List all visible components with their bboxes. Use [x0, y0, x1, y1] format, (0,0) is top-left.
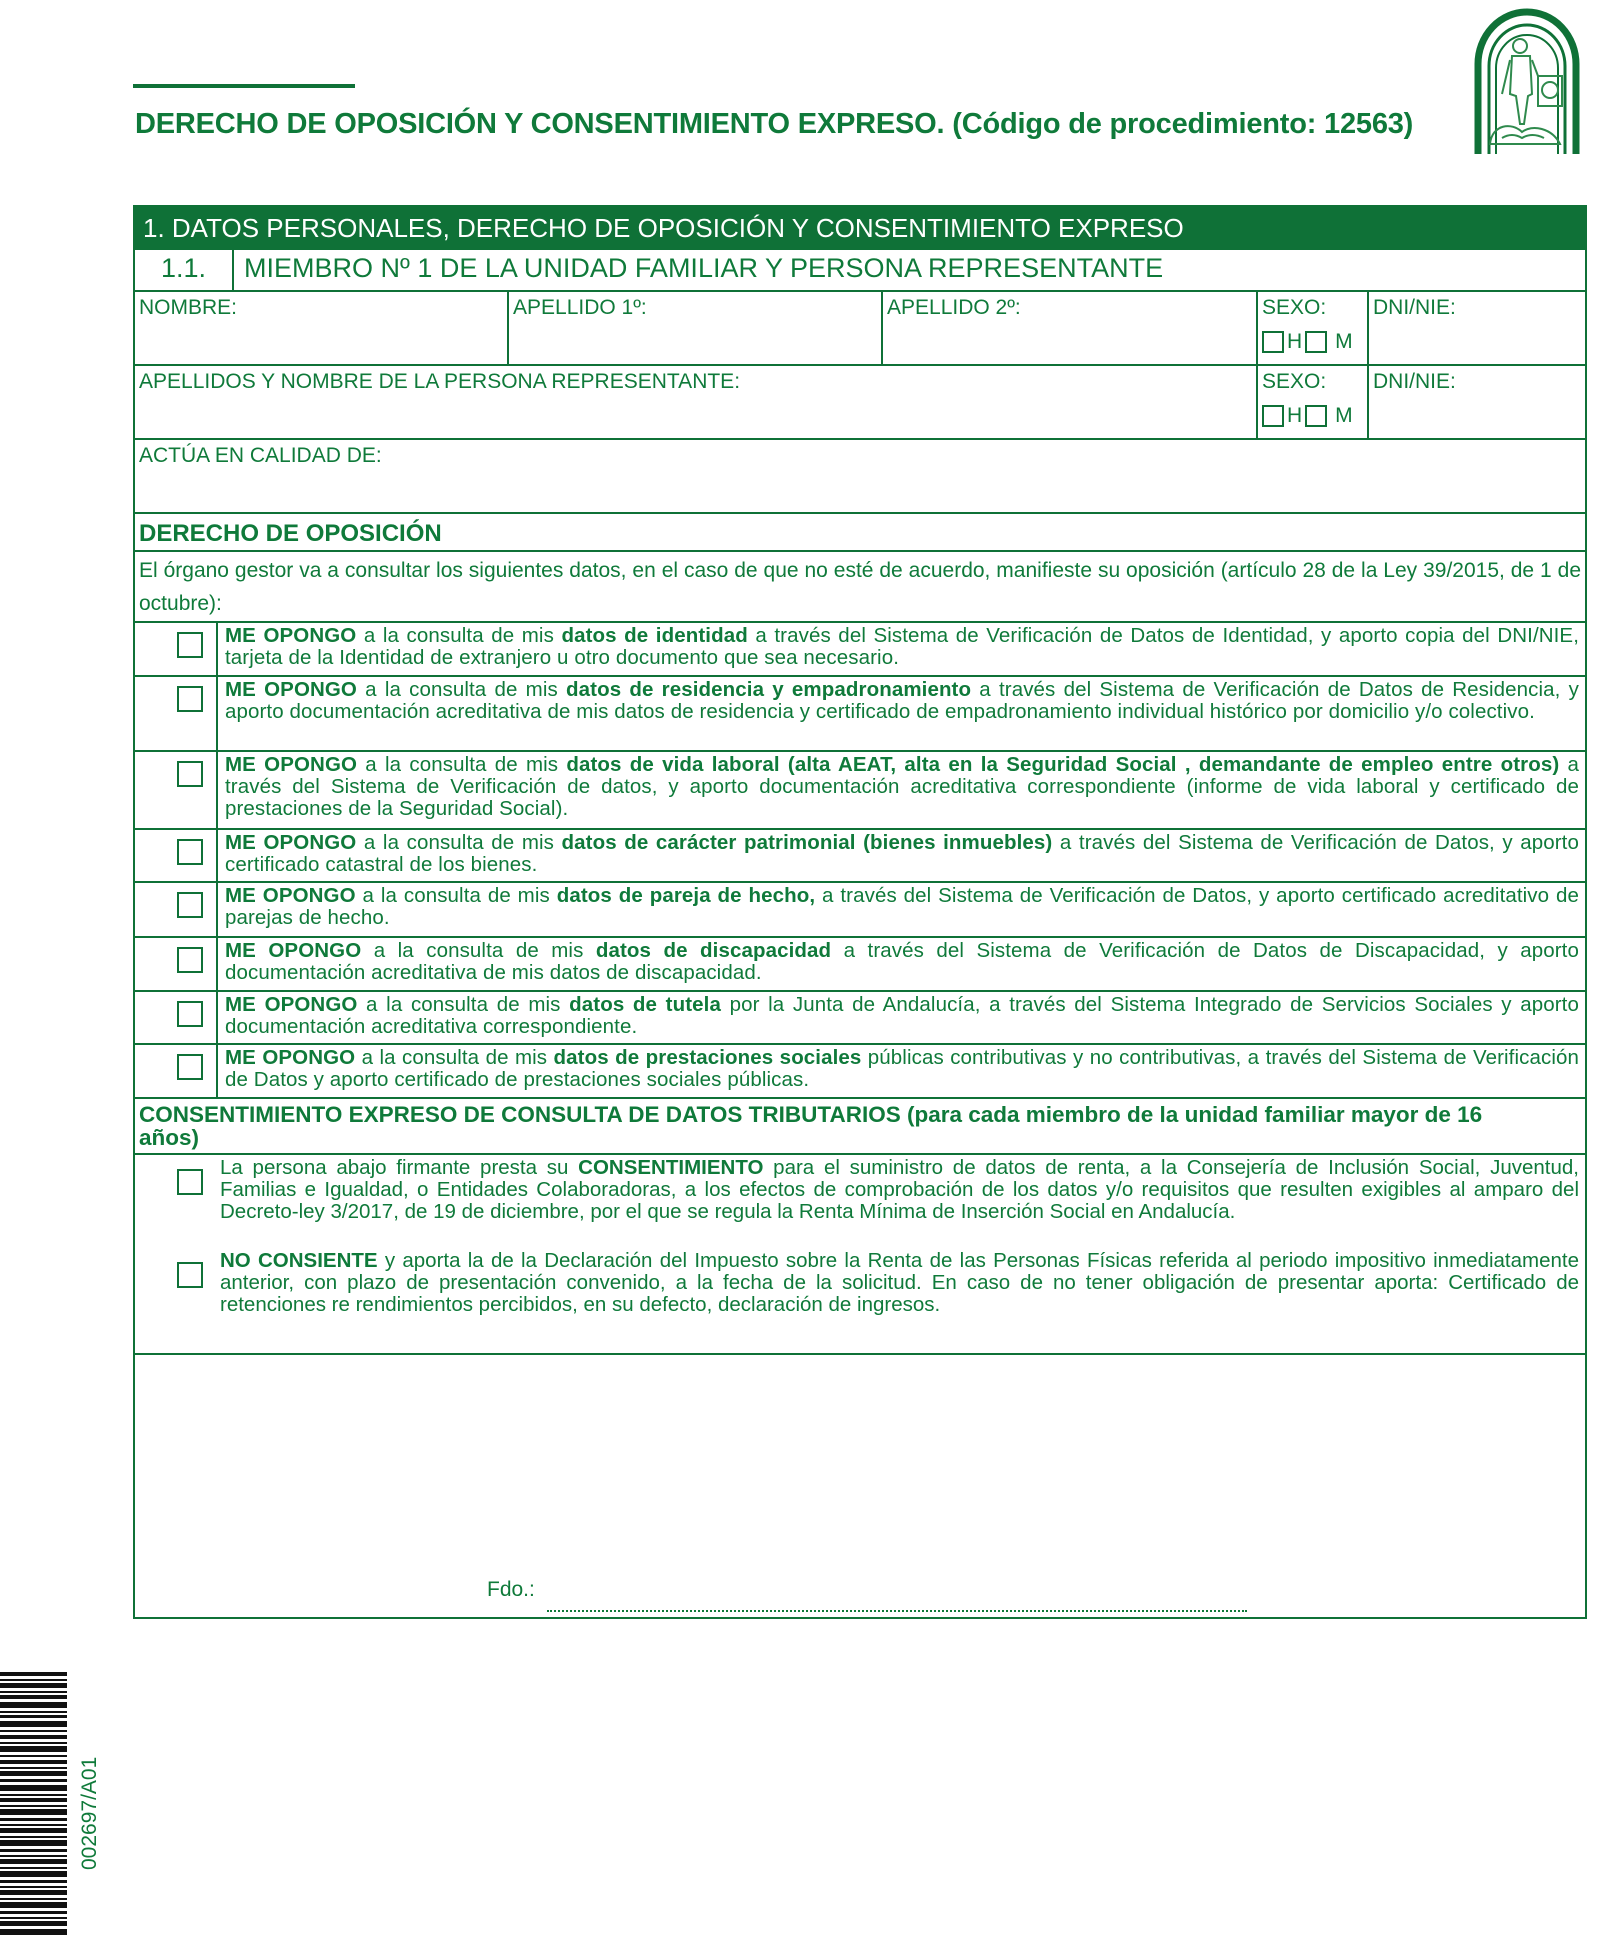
- subsection-number: 1.1.: [160, 253, 207, 283]
- dni-rep-field[interactable]: [1367, 366, 1585, 438]
- header-rule: [133, 84, 355, 88]
- oposicion-checkbox[interactable]: [177, 1054, 203, 1080]
- representante-field[interactable]: [135, 366, 1256, 438]
- sexo-m-label: M: [1335, 330, 1353, 354]
- apellido1-label: APELLIDO 1º:: [513, 296, 647, 319]
- item-text: a la consulta de mis: [356, 831, 562, 854]
- oposicion-checkbox[interactable]: [177, 686, 203, 712]
- representative-row: [135, 364, 1585, 438]
- item-bold-text: datos de discapacidad: [595, 939, 832, 962]
- oposicion-checkbox[interactable]: [177, 761, 203, 787]
- oposicion-item: [135, 1043, 1585, 1097]
- item-bold-text: datos de tutela: [569, 993, 721, 1016]
- apellido1-field[interactable]: [507, 292, 881, 364]
- barcode-icon: [0, 1672, 67, 1935]
- sexo-rep-m-checkbox[interactable]: [1305, 405, 1327, 427]
- me-opongo-text: ME OPONGO: [225, 753, 358, 776]
- item-text: públicas contributivas y no contributivas, a través del Sistema de Verificación de Datos y aporto certificado de prestaciones sociales públicas.: [225, 1046, 1579, 1091]
- me-opongo-text: ME OPONGO: [225, 1046, 356, 1069]
- item-bold-text: datos de prestaciones sociales: [553, 1046, 862, 1069]
- apellido2-label: APELLIDO 2º:: [887, 296, 1021, 319]
- item-text: a través del Sistema de Verificación de datos, y aporto documentación acreditativa correspondiente (informe de vida laboral y certificado de prestaciones de la Seguridad Social).: [225, 753, 1580, 820]
- dni-label: DNI/NIE:: [1373, 296, 1456, 319]
- apellido2-field[interactable]: [881, 292, 1256, 364]
- item-bold-text: datos de identidad: [561, 624, 748, 647]
- consentimiento-checkbox[interactable]: [177, 1169, 203, 1195]
- me-opongo-text: ME OPONGO: [225, 884, 356, 907]
- item-text: a la consulta de mis: [357, 753, 567, 776]
- oposicion-intro-row: [135, 550, 1585, 621]
- subsection-title: MIEMBRO Nº 1 DE LA UNIDAD FAMILIAR Y PERSONA REPRESENTANTE: [232, 250, 1585, 290]
- oposicion-item: [135, 990, 1585, 1043]
- personal-data-row: [135, 290, 1585, 364]
- sexo-rep-field: [1256, 366, 1367, 438]
- form-code: 002697/A01: [78, 1756, 101, 1870]
- consentimiento-heading: CONSENTIMIENTO EXPRESO DE CONSULTA DE DATOS TRIBUTARIOS (para cada miembro de la unidad familiar mayor de 16 años): [139, 1102, 1483, 1150]
- sexo-rep-label: SEXO:: [1262, 370, 1327, 393]
- item-bold-text: datos de carácter patrimonial (bienes inmuebles): [561, 831, 1053, 854]
- option-text: La persona abajo firmante presta su: [220, 1156, 579, 1179]
- item-text: a la consulta de mis: [355, 1046, 554, 1069]
- oposicion-item: [135, 828, 1585, 881]
- consentimiento-heading-row: [135, 1097, 1585, 1153]
- oposicion-heading: DERECHO DE OPOSICIÓN: [139, 520, 442, 547]
- oposicion-checkbox[interactable]: [177, 1001, 203, 1027]
- oposicion-item: [135, 750, 1585, 828]
- oposicion-intro: El órgano gestor va a consultar los siguientes datos, en el caso de que no esté de acuerdo, manifieste su oposición (artículo 28 de la Ley 39/2015, de 1 de octubre):: [139, 559, 1581, 615]
- consentimiento-options: [135, 1153, 1585, 1353]
- me-opongo-text: ME OPONGO: [225, 831, 357, 854]
- option-text: y aporta la de la Declaración del Impuesto sobre la Renta de las Personas Físicas referida al periodo impositivo inmediatamente anterior, con plazo de presentación convenido, a la fecha de la solicitud. En caso de no tener obligación de presentar aporta: Certificado de retenciones re rendimientos percibidos, en su defecto, declaración de ingresos.: [220, 1249, 1579, 1316]
- item-bold-text: datos de pareja de hecho,: [556, 884, 816, 907]
- item-text: a través del Sistema de Verificación de Datos de Identidad, y aporto copia del DNI/NIE, tarjeta de la Identidad de extranjero u otro documento que sea necesario.: [225, 624, 1580, 669]
- item-text: a la consulta de mis: [357, 993, 570, 1016]
- signature-area[interactable]: [135, 1353, 1585, 1617]
- oposicion-item: [135, 936, 1585, 990]
- actua-label: ACTÚA EN CALIDAD DE:: [139, 444, 382, 467]
- oposicion-item: [135, 621, 1585, 675]
- me-opongo-text: ME OPONGO: [225, 678, 357, 701]
- form-section-1: [133, 205, 1587, 1619]
- sexo-label: SEXO:: [1262, 296, 1327, 319]
- document-title: DERECHO DE OPOSICIÓN Y CONSENTIMIENTO EXPRESO. (Código de procedimiento: 12563): [135, 108, 1414, 140]
- item-text: a través del Sistema de Verificación de Datos, y aporto certificado acreditativo de parejas de hecho.: [225, 884, 1580, 929]
- item-text: a través del Sistema de Verificación de Datos de Discapacidad, y aporto documentación acreditativa de mis datos de discapacidad.: [225, 939, 1579, 984]
- sexo-field: [1256, 292, 1367, 364]
- me-opongo-text: ME OPONGO: [225, 939, 362, 962]
- consentimiento-option-text: [220, 1157, 1579, 1223]
- sexo-m-checkbox[interactable]: [1305, 331, 1327, 353]
- subsection-row: [135, 250, 1585, 290]
- no-consiente-checkbox[interactable]: [177, 1262, 203, 1288]
- nombre-label: NOMBRE:: [139, 296, 238, 319]
- signature-line[interactable]: [547, 1610, 1247, 1612]
- me-opongo-text: ME OPONGO: [225, 993, 358, 1016]
- item-text: a través del Sistema de Verificación de Datos, y aporto certificado catastral de los bienes.: [225, 831, 1579, 876]
- section-1-title: 1. DATOS PERSONALES, DERECHO DE OPOSICIÓN Y CONSENTIMIENTO EXPRESO: [133, 205, 1587, 250]
- oposicion-checkbox[interactable]: [177, 892, 203, 918]
- oposicion-item: [135, 881, 1585, 936]
- oposicion-checkbox[interactable]: [177, 632, 203, 658]
- option-text: para el suministro de datos de renta, a la Consejería de Inclusión Social, Juventud, Familias e Igualdad, o Entidades Colaboradoras, a los efectos de comprobación de los datos y/o requisitos que resulten exigibles al amparo del Decreto-ley 3/2017, de 19 de diciembre, por el que se regula la Renta Mínima de Inserción Social en Andalucía.: [220, 1156, 1579, 1223]
- item-text: a la consulta de mis: [361, 939, 596, 962]
- item-bold-text: datos de vida laboral (alta AEAT, alta en la Seguridad Social , demandante de empleo entre otros): [566, 753, 1560, 776]
- nombre-field[interactable]: [135, 292, 507, 364]
- sexo-h-checkbox[interactable]: [1262, 331, 1284, 353]
- oposicion-checkbox[interactable]: [177, 839, 203, 865]
- item-text: a la consulta de mis: [355, 884, 557, 907]
- no-consiente-bold: NO CONSIENTE: [220, 1249, 378, 1272]
- item-bold-text: datos de residencia y empadronamiento: [566, 678, 972, 701]
- me-opongo-text: ME OPONGO: [225, 624, 357, 647]
- sexo-rep-h-checkbox[interactable]: [1262, 405, 1284, 427]
- dni-rep-label: DNI/NIE:: [1373, 370, 1456, 393]
- representante-label: APELLIDOS Y NOMBRE DE LA PERSONA REPRESENTANTE:: [139, 370, 741, 393]
- item-text: por la Junta de Andalucía, a través del Sistema Integrado de Servicios Sociales y aporto documentación acreditativa correspondiente.: [225, 993, 1579, 1038]
- sexo-h-label: H: [1287, 330, 1303, 354]
- actua-row[interactable]: [135, 438, 1585, 512]
- item-text: a la consulta de mis: [356, 678, 567, 701]
- item-text: a través del Sistema de Verificación de Datos de Residencia, y aporto documentación acreditativa de mis datos de residencia y certificado de empadronamiento individual histórico por domicilio y/o colectivo.: [225, 678, 1579, 723]
- oposicion-item: [135, 675, 1585, 750]
- sexo-rep-m-label: M: [1335, 404, 1353, 428]
- oposicion-checkbox[interactable]: [177, 947, 203, 973]
- item-text: a la consulta de mis: [356, 624, 562, 647]
- no-consiente-option-text: [220, 1250, 1579, 1316]
- sexo-rep-h-label: H: [1287, 404, 1303, 428]
- junta-andalucia-emblem-icon: [1472, 4, 1582, 158]
- oposicion-heading-row: [135, 512, 1585, 550]
- signature-label: Fdo.:: [487, 1578, 535, 1601]
- dni-field[interactable]: [1367, 292, 1585, 364]
- consentimiento-bold: CONSENTIMIENTO: [578, 1156, 764, 1179]
